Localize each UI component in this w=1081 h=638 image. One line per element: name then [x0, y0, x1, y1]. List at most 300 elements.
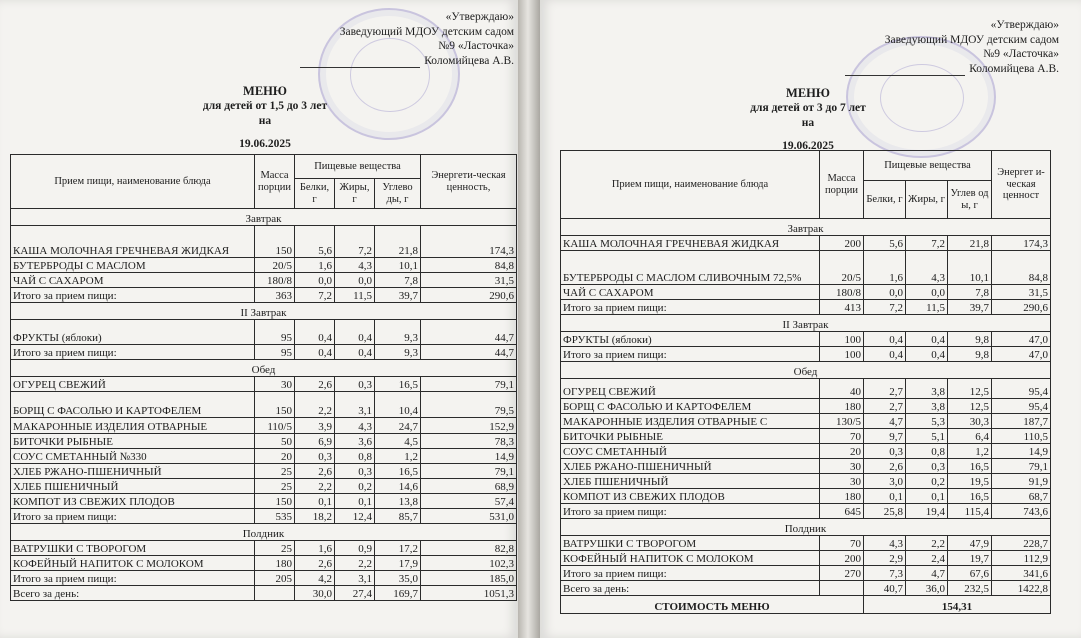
- portion-mass: [820, 581, 864, 596]
- carbs-value: 9,8: [948, 332, 992, 347]
- dish-row: [11, 377, 517, 392]
- section-row: [11, 303, 517, 320]
- fat-value: 0,9: [335, 541, 375, 556]
- portion-mass: 645: [820, 504, 864, 519]
- portion-mass: 20: [820, 444, 864, 459]
- fat-value: 2,2: [335, 556, 375, 571]
- header-dish-name: Прием пищи, наименование блюда: [561, 151, 820, 219]
- fat-value: 4,7: [906, 566, 948, 581]
- fat-value: 11,5: [335, 288, 375, 303]
- portion-mass: 363: [255, 288, 295, 303]
- header-protein: Белки, г: [295, 179, 335, 209]
- section-title: II Завтрак: [561, 315, 1051, 332]
- portion-mass: 95: [255, 345, 295, 360]
- approval-block: [184, 10, 514, 68]
- portion-mass: 100: [820, 347, 864, 362]
- dish-name: КОМПОТ ИЗ СВЕЖИХ ПЛОДОВ: [11, 494, 255, 509]
- protein-value: 5,6: [295, 226, 335, 258]
- menu-on: на: [258, 115, 272, 127]
- protein-value: 0,1: [295, 494, 335, 509]
- energy-value: 79,1: [992, 459, 1051, 474]
- menu-cost-label: СТОИМОСТЬ МЕНЮ: [561, 596, 864, 614]
- fat-value: 0,0: [906, 285, 948, 300]
- carbs-value: 4,5: [375, 434, 421, 449]
- carbs-value: 12,5: [948, 399, 992, 414]
- fat-value: 0,3: [906, 459, 948, 474]
- section-title: Полдник: [561, 519, 1051, 536]
- dish-row: [561, 236, 1051, 251]
- carbs-value: 1,2: [948, 444, 992, 459]
- carbs-value: 16,5: [375, 464, 421, 479]
- dish-row: [561, 536, 1051, 551]
- dish-name: КОФЕЙНЫЙ НАПИТОК С МОЛОКОМ: [11, 556, 255, 571]
- menu-heading: МЕНЮ: [786, 86, 830, 100]
- dish-name: СОУС СМЕТАННЫЙ: [561, 444, 820, 459]
- total-row: [561, 300, 1051, 315]
- signature-line: [845, 75, 965, 76]
- section-row: [11, 360, 517, 377]
- portion-mass: 200: [820, 551, 864, 566]
- fat-value: 19,4: [906, 504, 948, 519]
- dish-name: Итого за прием пищи:: [11, 571, 255, 586]
- carbs-value: 12,5: [948, 379, 992, 399]
- header-mass: Масса порции: [820, 151, 864, 219]
- portion-mass: 180: [820, 399, 864, 414]
- carbs-value: 85,7: [375, 509, 421, 524]
- fat-value: 0,2: [335, 479, 375, 494]
- dish-name: ОГУРЕЦ СВЕЖИЙ: [11, 377, 255, 392]
- dish-row: [11, 571, 517, 586]
- dish-row: [561, 379, 1051, 399]
- energy-value: 1422,8: [992, 581, 1051, 596]
- carbs-value: 16,5: [375, 377, 421, 392]
- protein-value: 1,6: [295, 258, 335, 273]
- total-row: [11, 288, 517, 303]
- approve-org: №9 «Ласточка»: [438, 40, 514, 52]
- fat-value: 0,4: [335, 345, 375, 360]
- energy-value: 31,5: [421, 273, 517, 288]
- dish-row: [11, 226, 517, 258]
- approval-block: [739, 18, 1059, 76]
- portion-mass: 25: [255, 464, 295, 479]
- approve-position: Заведующий МДОУ детским садом: [884, 33, 1059, 46]
- fat-value: 27,4: [335, 586, 375, 601]
- energy-value: 102,3: [421, 556, 517, 571]
- header-nutrients: Пищевые вещества: [864, 151, 992, 181]
- carbs-value: 169,7: [375, 586, 421, 601]
- dish-name: Итого за прием пищи:: [561, 300, 820, 315]
- fat-value: 2,2: [906, 536, 948, 551]
- section-title: Обед: [11, 360, 517, 377]
- dish-name: Итого за прием пищи:: [11, 509, 255, 524]
- fat-value: 0,4: [335, 320, 375, 345]
- menu-age-group: для детей от 1,5 до 3 лет: [202, 100, 328, 112]
- energy-value: 14,9: [421, 449, 517, 464]
- portion-mass: 25: [255, 479, 295, 494]
- header-dish-name: Прием пищи, наименование блюда: [11, 155, 255, 209]
- protein-value: 3,0: [864, 474, 906, 489]
- fat-value: 0,8: [335, 449, 375, 464]
- total-row: [11, 586, 517, 601]
- section-row: [11, 209, 517, 226]
- total-row: [561, 504, 1051, 519]
- dish-row: [561, 551, 1051, 566]
- dish-row: [561, 566, 1051, 581]
- carbs-value: 17,2: [375, 541, 421, 556]
- header-mass: Масса порции: [255, 155, 295, 209]
- menu-date: 19.06.2025: [239, 138, 291, 150]
- dish-row: [11, 320, 517, 345]
- portion-mass: 150: [255, 392, 295, 418]
- energy-value: 79,5: [421, 392, 517, 418]
- dish-name: ХЛЕБ РЖАНО-ПШЕНИЧНЫЙ: [11, 464, 255, 479]
- energy-value: 290,6: [992, 300, 1051, 315]
- energy-value: 152,9: [421, 418, 517, 434]
- menu-on: на: [801, 117, 815, 129]
- fat-value: 3,8: [906, 379, 948, 399]
- fat-value: 4,3: [335, 418, 375, 434]
- dish-name: Итого за прием пищи:: [561, 504, 820, 519]
- portion-mass: 130/5: [820, 414, 864, 429]
- energy-value: 47,0: [992, 332, 1051, 347]
- header-protein: Белки, г: [864, 181, 906, 219]
- dish-row: [11, 418, 517, 434]
- energy-value: 84,8: [992, 251, 1051, 285]
- menu-cost-value: 154,31: [864, 596, 1051, 614]
- carbs-value: 39,7: [375, 288, 421, 303]
- fat-value: 3,1: [335, 571, 375, 586]
- dish-name: Итого за прием пищи:: [561, 566, 820, 581]
- dish-name: ВАТРУШКИ С ТВОРОГОМ: [11, 541, 255, 556]
- fat-value: 0,4: [906, 332, 948, 347]
- energy-value: 79,1: [421, 464, 517, 479]
- portion-mass: 70: [820, 429, 864, 444]
- dish-row: [11, 464, 517, 479]
- book-gutter: [518, 0, 540, 638]
- header-carbs: Углево ды, г: [375, 179, 421, 209]
- approve-signatory: Коломийцева А.В.: [969, 62, 1059, 75]
- dish-row: [561, 399, 1051, 414]
- energy-value: 47,0: [992, 347, 1051, 362]
- protein-value: 0,4: [295, 345, 335, 360]
- menu-age-group: для детей от 3 до 7 лет: [750, 102, 866, 114]
- energy-value: 57,4: [421, 494, 517, 509]
- dish-name: БОРЩ С ФАСОЛЬЮ И КАРТОФЕЛЕМ: [11, 392, 255, 418]
- protein-value: 7,3: [864, 566, 906, 581]
- fat-value: 0,1: [906, 489, 948, 504]
- dish-name: ХЛЕБ РЖАНО-ПШЕНИЧНЫЙ: [561, 459, 820, 474]
- portion-mass: 20/5: [255, 258, 295, 273]
- dish-row: [11, 434, 517, 449]
- carbs-value: 9,3: [375, 345, 421, 360]
- protein-value: 2,6: [295, 464, 335, 479]
- protein-value: 0,1: [864, 489, 906, 504]
- protein-value: 1,6: [295, 541, 335, 556]
- protein-value: 5,6: [864, 236, 906, 251]
- carbs-value: 39,7: [948, 300, 992, 315]
- carbs-value: 47,9: [948, 536, 992, 551]
- carbs-value: 1,2: [375, 449, 421, 464]
- protein-value: 3,9: [295, 418, 335, 434]
- section-row: [561, 219, 1051, 236]
- portion-mass: 30: [820, 459, 864, 474]
- energy-value: 174,3: [421, 226, 517, 258]
- protein-value: 4,2: [295, 571, 335, 586]
- dish-name: Итого за прием пищи:: [561, 347, 820, 362]
- dish-name: ОГУРЕЦ СВЕЖИЙ: [561, 379, 820, 399]
- protein-value: 2,9: [864, 551, 906, 566]
- section-title: Обед: [561, 362, 1051, 379]
- protein-value: 18,2: [295, 509, 335, 524]
- dish-row: [561, 459, 1051, 474]
- carbs-value: 115,4: [948, 504, 992, 519]
- dish-row: [11, 449, 517, 464]
- portion-mass: 270: [820, 566, 864, 581]
- section-row: [561, 519, 1051, 536]
- carbs-value: 17,9: [375, 556, 421, 571]
- total-row: [11, 509, 517, 524]
- dish-row: [11, 479, 517, 494]
- portion-mass: 413: [820, 300, 864, 315]
- dish-row: [561, 414, 1051, 429]
- fat-value: 0,2: [906, 474, 948, 489]
- dish-name: Итого за прием пищи:: [11, 288, 255, 303]
- dish-name: БУТЕРБРОДЫ С МАСЛОМ: [11, 258, 255, 273]
- approve-signatory: Коломийцева А.В.: [424, 54, 514, 67]
- portion-mass: 150: [255, 226, 295, 258]
- protein-value: 30,0: [295, 586, 335, 601]
- fat-value: 0,1: [335, 494, 375, 509]
- protein-value: 2,2: [295, 479, 335, 494]
- energy-value: 110,5: [992, 429, 1051, 444]
- protein-value: 6,9: [295, 434, 335, 449]
- dish-name: МАКАРОННЫЕ ИЗДЕЛИЯ ОТВАРНЫЕ: [11, 418, 255, 434]
- portion-mass: 180: [255, 556, 295, 571]
- dish-name: БИТОЧКИ РЫБНЫЕ: [11, 434, 255, 449]
- carbs-value: 7,8: [948, 285, 992, 300]
- dish-row: [561, 474, 1051, 489]
- energy-value: 531,0: [421, 509, 517, 524]
- carbs-value: 9,8: [948, 347, 992, 362]
- fat-value: 4,3: [906, 251, 948, 285]
- dish-row: [11, 258, 517, 273]
- dish-name: ХЛЕБ ПШЕНИЧНЫЙ: [11, 479, 255, 494]
- dish-name: ФРУКТЫ (яблоки): [11, 320, 255, 345]
- menu-table: [560, 150, 1051, 614]
- dish-name: ЧАЙ С САХАРОМ: [11, 273, 255, 288]
- approve-heading: «Утверждаю»: [445, 11, 514, 23]
- protein-value: 2,6: [864, 459, 906, 474]
- section-title: Завтрак: [561, 219, 1051, 236]
- dish-name: КОФЕЙНЫЙ НАПИТОК С МОЛОКОМ: [561, 551, 820, 566]
- fat-value: 11,5: [906, 300, 948, 315]
- dish-name: Всего за день:: [561, 581, 820, 596]
- carbs-value: 16,5: [948, 459, 992, 474]
- protein-value: 2,7: [864, 379, 906, 399]
- carbs-value: 21,8: [948, 236, 992, 251]
- protein-value: 7,2: [864, 300, 906, 315]
- dish-name: КАША МОЛОЧНАЯ ГРЕЧНЕВАЯ ЖИДКАЯ: [561, 236, 820, 251]
- fat-value: 4,3: [335, 258, 375, 273]
- portion-mass: 30: [255, 377, 295, 392]
- dish-row: [11, 392, 517, 418]
- carbs-value: 10,1: [375, 258, 421, 273]
- protein-value: 0,4: [295, 320, 335, 345]
- energy-value: 112,9: [992, 551, 1051, 566]
- portion-mass: 180/8: [820, 285, 864, 300]
- energy-value: 68,7: [992, 489, 1051, 504]
- header-energy: Энергет и-ческая ценност: [992, 151, 1051, 219]
- fat-value: 7,2: [335, 226, 375, 258]
- protein-value: 2,6: [295, 377, 335, 392]
- portion-mass: 205: [255, 571, 295, 586]
- protein-value: 0,0: [295, 273, 335, 288]
- portion-mass: 150: [255, 494, 295, 509]
- portion-mass: 180: [820, 489, 864, 504]
- section-title: Полдник: [11, 524, 517, 541]
- energy-value: 187,7: [992, 414, 1051, 429]
- energy-value: 78,3: [421, 434, 517, 449]
- protein-value: 2,7: [864, 399, 906, 414]
- carbs-value: 19,5: [948, 474, 992, 489]
- carbs-value: 10,1: [948, 251, 992, 285]
- portion-mass: 30: [820, 474, 864, 489]
- fat-value: 0,3: [335, 464, 375, 479]
- approve-heading: «Утверждаю»: [990, 19, 1059, 31]
- portion-mass: 110/5: [255, 418, 295, 434]
- carbs-value: 6,4: [948, 429, 992, 444]
- energy-value: 95,4: [992, 379, 1051, 399]
- dish-name: КАША МОЛОЧНАЯ ГРЕЧНЕВАЯ ЖИДКАЯ: [11, 226, 255, 258]
- dish-row: [561, 444, 1051, 459]
- total-row: [561, 581, 1051, 596]
- dish-name: БОРЩ С ФАСОЛЬЮ И КАРТОФЕЛЕМ: [561, 399, 820, 414]
- dish-name: БИТОЧКИ РЫБНЫЕ: [561, 429, 820, 444]
- energy-value: 31,5: [992, 285, 1051, 300]
- carbs-value: 9,3: [375, 320, 421, 345]
- protein-value: 0,0: [864, 285, 906, 300]
- menu-heading: МЕНЮ: [243, 84, 287, 98]
- protein-value: 1,6: [864, 251, 906, 285]
- portion-mass: [255, 586, 295, 601]
- protein-value: 2,2: [295, 392, 335, 418]
- portion-mass: 100: [820, 332, 864, 347]
- header-nutrients: Пищевые вещества: [295, 155, 421, 179]
- energy-value: 82,8: [421, 541, 517, 556]
- dish-name: СОУС СМЕТАННЫЙ №330: [11, 449, 255, 464]
- carbs-value: 21,8: [375, 226, 421, 258]
- energy-value: 79,1: [421, 377, 517, 392]
- carbs-value: 14,6: [375, 479, 421, 494]
- menu-title: [698, 86, 918, 154]
- dish-row: [561, 489, 1051, 504]
- menu-page-preschool: [540, 0, 1081, 638]
- carbs-value: 35,0: [375, 571, 421, 586]
- protein-value: 9,7: [864, 429, 906, 444]
- dish-row: [11, 556, 517, 571]
- fat-value: 2,4: [906, 551, 948, 566]
- protein-value: 25,8: [864, 504, 906, 519]
- energy-value: 185,0: [421, 571, 517, 586]
- carbs-value: 67,6: [948, 566, 992, 581]
- fat-value: 5,3: [906, 414, 948, 429]
- protein-value: 4,3: [864, 536, 906, 551]
- energy-value: 290,6: [421, 288, 517, 303]
- portion-mass: 70: [820, 536, 864, 551]
- energy-value: 14,9: [992, 444, 1051, 459]
- header-fat: Жиры, г: [906, 181, 948, 219]
- header-fat: Жиры, г: [335, 179, 375, 209]
- menu-cost-row: [561, 596, 1051, 614]
- section-row: [561, 315, 1051, 332]
- carbs-value: 16,5: [948, 489, 992, 504]
- fat-value: 12,4: [335, 509, 375, 524]
- energy-value: 91,9: [992, 474, 1051, 489]
- signature-line: [300, 67, 420, 68]
- fat-value: 7,2: [906, 236, 948, 251]
- menu-table: [10, 154, 517, 601]
- portion-mass: 20/5: [820, 251, 864, 285]
- dish-row: [11, 273, 517, 288]
- dish-name: МАКАРОННЫЕ ИЗДЕЛИЯ ОТВАРНЫЕ С: [561, 414, 820, 429]
- portion-mass: 40: [820, 379, 864, 399]
- fat-value: 0,0: [335, 273, 375, 288]
- portion-mass: 25: [255, 541, 295, 556]
- fat-value: 0,3: [335, 377, 375, 392]
- energy-value: 341,6: [992, 566, 1051, 581]
- portion-mass: 200: [820, 236, 864, 251]
- dish-name: ФРУКТЫ (яблоки): [561, 332, 820, 347]
- protein-value: 2,6: [295, 556, 335, 571]
- header-energy: Энергети-ческая ценность,: [421, 155, 517, 209]
- menu-title: [150, 84, 380, 152]
- fat-value: 3,6: [335, 434, 375, 449]
- dish-row: [561, 429, 1051, 444]
- energy-value: 44,7: [421, 320, 517, 345]
- portion-mass: 180/8: [255, 273, 295, 288]
- dish-name: Итого за прием пищи:: [11, 345, 255, 360]
- menu-date: 19.06.2025: [782, 140, 834, 152]
- energy-value: 174,3: [992, 236, 1051, 251]
- carbs-value: 10,4: [375, 392, 421, 418]
- protein-value: 0,4: [864, 332, 906, 347]
- protein-value: 0,3: [295, 449, 335, 464]
- approve-org: №9 «Ласточка»: [983, 48, 1059, 60]
- carbs-value: 19,7: [948, 551, 992, 566]
- portion-mass: 95: [255, 320, 295, 345]
- section-row: [561, 362, 1051, 379]
- section-title: II Завтрак: [11, 303, 517, 320]
- carbs-value: 7,8: [375, 273, 421, 288]
- protein-value: 0,4: [864, 347, 906, 362]
- dish-name: ЧАЙ С САХАРОМ: [561, 285, 820, 300]
- header-carbs: Углев од ы, г: [948, 181, 992, 219]
- dish-name: ВАТРУШКИ С ТВОРОГОМ: [561, 536, 820, 551]
- fat-value: 5,1: [906, 429, 948, 444]
- dish-row: [11, 541, 517, 556]
- section-title: Завтрак: [11, 209, 517, 226]
- fat-value: 0,4: [906, 347, 948, 362]
- dish-row: [561, 332, 1051, 347]
- energy-value: 95,4: [992, 399, 1051, 414]
- energy-value: 84,8: [421, 258, 517, 273]
- energy-value: 228,7: [992, 536, 1051, 551]
- energy-value: 743,6: [992, 504, 1051, 519]
- dish-name: ХЛЕБ ПШЕНИЧНЫЙ: [561, 474, 820, 489]
- energy-value: 68,9: [421, 479, 517, 494]
- energy-value: 44,7: [421, 345, 517, 360]
- fat-value: 0,8: [906, 444, 948, 459]
